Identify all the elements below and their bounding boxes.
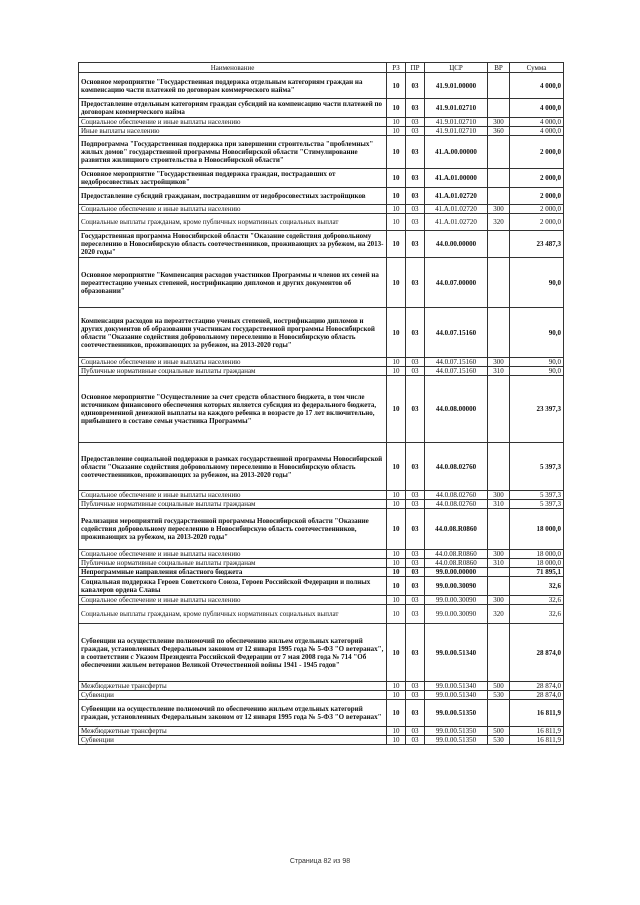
table-row — [79, 550, 564, 559]
cell-pr: 03 — [406, 188, 425, 205]
cell-rz: 10 — [387, 691, 406, 700]
cell-sum: 18 000,0 — [510, 509, 564, 550]
cell-rz: 10 — [387, 727, 406, 736]
cell-rz: 10 — [387, 624, 406, 682]
cell-csr: 44.0.08.02760 — [425, 443, 488, 491]
cell-rz: 10 — [387, 509, 406, 550]
cell-csr: 99.0.00.51340 — [425, 682, 488, 691]
cell-sum: 90,0 — [510, 367, 564, 376]
cell-pr: 03 — [406, 258, 425, 308]
cell-name: Социальные выплаты гражданам, кроме публичных нормативных социальных выплат — [79, 214, 387, 231]
cell-vr — [488, 700, 510, 727]
cell-name: Субвенции на осуществление полномочий по обеспечению жильем отдельных категорий граждан, установленных Федеральным законом от 12 января 1995 года № 5-ФЗ "О ветеранах", в соответствии с Указом Президента Российской Федерации от 7 мая 2008 года № 714 "Об обеспечении жильем ветеранов Великой Отечественной войны 1941 - 1945 годов" — [79, 624, 387, 682]
cell-rz: 10 — [387, 577, 406, 596]
cell-vr — [488, 568, 510, 577]
cell-rz: 10 — [387, 73, 406, 99]
cell-vr: 300 — [488, 596, 510, 605]
cell-sum: 18 000,0 — [510, 550, 564, 559]
table-row — [79, 577, 564, 596]
cell-name: Публичные нормативные социальные выплаты гражданам — [79, 367, 387, 376]
cell-name: Субвенции — [79, 736, 387, 745]
cell-vr — [488, 624, 510, 682]
cell-rz: 10 — [387, 500, 406, 509]
cell-vr — [488, 443, 510, 491]
table-row — [79, 509, 564, 550]
cell-rz: 10 — [387, 550, 406, 559]
cell-vr: 300 — [488, 550, 510, 559]
cell-pr: 03 — [406, 550, 425, 559]
cell-sum: 90,0 — [510, 358, 564, 367]
cell-sum: 18 000,0 — [510, 559, 564, 568]
cell-vr: 300 — [488, 358, 510, 367]
cell-pr: 03 — [406, 559, 425, 568]
cell-rz: 10 — [387, 559, 406, 568]
budget-table — [78, 62, 564, 745]
cell-rz: 10 — [387, 136, 406, 169]
page-number: Страница 82 из 98 — [289, 858, 351, 865]
cell-sum: 16 811,9 — [510, 736, 564, 745]
table-row — [79, 258, 564, 308]
cell-pr: 03 — [406, 231, 425, 258]
table-row — [79, 127, 564, 136]
table-row — [79, 358, 564, 367]
cell-rz: 10 — [387, 118, 406, 127]
table-row — [79, 682, 564, 691]
table-row — [79, 700, 564, 727]
cell-vr: 300 — [488, 491, 510, 500]
cell-csr: 41.9.01.02710 — [425, 127, 488, 136]
cell-vr — [488, 136, 510, 169]
cell-name: Иные выплаты населению — [79, 127, 387, 136]
cell-vr — [488, 99, 510, 118]
cell-name: Субвенции — [79, 691, 387, 700]
cell-sum: 28 874,0 — [510, 682, 564, 691]
cell-pr: 03 — [406, 358, 425, 367]
cell-pr: 03 — [406, 169, 425, 188]
cell-rz: 10 — [387, 568, 406, 577]
cell-vr — [488, 73, 510, 99]
cell-pr: 03 — [406, 127, 425, 136]
cell-pr: 03 — [406, 568, 425, 577]
cell-csr: 41.А.01.02720 — [425, 188, 488, 205]
table-row — [79, 736, 564, 745]
cell-csr: 44.0.08.00000 — [425, 376, 488, 443]
cell-vr: 360 — [488, 127, 510, 136]
cell-csr: 44.0.00.00000 — [425, 231, 488, 258]
cell-csr: 41.А.01.02720 — [425, 214, 488, 231]
cell-rz: 10 — [387, 99, 406, 118]
cell-vr: 500 — [488, 727, 510, 736]
cell-vr: 310 — [488, 367, 510, 376]
cell-name: Основное мероприятие "Государственная поддержка отдельным категориям граждан на компенсацию части платежей по договорам коммерческого найма" — [79, 73, 387, 99]
column-header-pr: ПР — [406, 63, 425, 73]
cell-sum: 4 000,0 — [510, 99, 564, 118]
cell-pr: 03 — [406, 367, 425, 376]
cell-name: Публичные нормативные социальные выплаты гражданам — [79, 500, 387, 509]
cell-pr: 03 — [406, 308, 425, 358]
cell-pr: 03 — [406, 727, 425, 736]
table-row — [79, 491, 564, 500]
cell-sum: 5 397,3 — [510, 500, 564, 509]
cell-sum: 32,6 — [510, 596, 564, 605]
cell-rz: 10 — [387, 376, 406, 443]
cell-rz: 10 — [387, 308, 406, 358]
table-row — [79, 308, 564, 358]
cell-sum: 2 000,0 — [510, 205, 564, 214]
cell-csr: 41.А.01.02720 — [425, 205, 488, 214]
table-row — [79, 169, 564, 188]
table-row — [79, 136, 564, 169]
cell-name: Социальное обеспечение и иные выплаты населению — [79, 205, 387, 214]
table-body — [79, 73, 564, 745]
table-row — [79, 214, 564, 231]
cell-csr: 41.9.01.00000 — [425, 73, 488, 99]
cell-rz: 10 — [387, 605, 406, 624]
cell-rz: 10 — [387, 205, 406, 214]
cell-name: Межбюджетные трансферты — [79, 727, 387, 736]
cell-csr: 44.0.08.R0860 — [425, 550, 488, 559]
cell-pr: 03 — [406, 376, 425, 443]
table-row — [79, 624, 564, 682]
cell-csr: 99.0.00.00000 — [425, 568, 488, 577]
table-row — [79, 188, 564, 205]
cell-csr: 99.0.00.51350 — [425, 727, 488, 736]
cell-csr: 99.0.00.30090 — [425, 577, 488, 596]
cell-name: Непрограммные направления областного бюджета — [79, 568, 387, 577]
cell-name: Предоставление субсидий гражданам, пострадавшим от недобросовестных застройщиков — [79, 188, 387, 205]
cell-csr: 44.0.08.02760 — [425, 500, 488, 509]
cell-vr: 500 — [488, 682, 510, 691]
cell-pr: 03 — [406, 118, 425, 127]
cell-rz: 10 — [387, 127, 406, 136]
cell-rz: 10 — [387, 169, 406, 188]
cell-rz: 10 — [387, 443, 406, 491]
cell-pr: 03 — [406, 214, 425, 231]
cell-csr: 99.0.00.51340 — [425, 691, 488, 700]
cell-vr: 310 — [488, 559, 510, 568]
cell-csr: 44.0.07.15160 — [425, 367, 488, 376]
cell-pr: 03 — [406, 136, 425, 169]
column-header-rz: РЗ — [387, 63, 406, 73]
cell-name: Социальные выплаты гражданам, кроме публичных нормативных социальных выплат — [79, 605, 387, 624]
cell-sum: 71 895,1 — [510, 568, 564, 577]
cell-pr: 03 — [406, 624, 425, 682]
cell-vr — [488, 308, 510, 358]
column-header-name: Наименование — [79, 63, 387, 73]
cell-sum: 4 000,0 — [510, 127, 564, 136]
cell-sum: 5 397,3 — [510, 491, 564, 500]
cell-vr: 320 — [488, 605, 510, 624]
cell-name: Социальное обеспечение и иные выплаты населению — [79, 491, 387, 500]
cell-pr: 03 — [406, 443, 425, 491]
cell-name: Межбюджетные трансферты — [79, 682, 387, 691]
cell-sum: 16 811,9 — [510, 727, 564, 736]
cell-sum: 32,6 — [510, 577, 564, 596]
cell-csr: 44.0.07.00000 — [425, 258, 488, 308]
table-row — [79, 376, 564, 443]
cell-pr: 03 — [406, 577, 425, 596]
column-header-sum: Сумма — [510, 63, 564, 73]
cell-vr: 530 — [488, 736, 510, 745]
cell-csr: 44.0.07.15160 — [425, 308, 488, 358]
table-row — [79, 500, 564, 509]
cell-vr: 300 — [488, 205, 510, 214]
cell-name: Реализация мероприятий государственной программы Новосибирской области "Оказание содействия добровольному переселению в Новосибирскую область соотечественников, проживающих за рубежом, на 2013-2020 годы" — [79, 509, 387, 550]
cell-name: Субвенции на осуществление полномочий по обеспечению жильем отдельных категорий граждан, установленных Федеральным законом от 12 января 1995 года № 5-ФЗ "О ветеранах" — [79, 700, 387, 727]
cell-name: Основное мероприятие "Осуществление за счет средств областного бюджета, в том числе источником финансового обеспечения которых является субсидия из федерального бюджета, единовременной денежной выплаты на каждого ребенка в возрасте до 17 лет включительно, прибывшего в составе семьи участника Программы" — [79, 376, 387, 443]
cell-name: Социальное обеспечение и иные выплаты населению — [79, 118, 387, 127]
cell-name: Социальное обеспечение и иные выплаты населению — [79, 596, 387, 605]
cell-vr — [488, 169, 510, 188]
cell-pr: 03 — [406, 691, 425, 700]
cell-rz: 10 — [387, 700, 406, 727]
cell-pr: 03 — [406, 682, 425, 691]
cell-name: Основное мероприятие "Государственная поддержка граждан, пострадавших от недобросовестных застройщиков" — [79, 169, 387, 188]
cell-vr — [488, 188, 510, 205]
cell-csr: 44.0.08.R0860 — [425, 559, 488, 568]
cell-rz: 10 — [387, 258, 406, 308]
cell-pr: 03 — [406, 509, 425, 550]
cell-rz: 10 — [387, 491, 406, 500]
cell-name: Социальная поддержка Героев Советского Союза, Героев Российской Федерации и полных кавалеров ордена Славы — [79, 577, 387, 596]
cell-rz: 10 — [387, 596, 406, 605]
cell-rz: 10 — [387, 736, 406, 745]
cell-csr: 41.9.01.02710 — [425, 118, 488, 127]
cell-pr: 03 — [406, 73, 425, 99]
table-header-row — [79, 63, 564, 73]
cell-pr: 03 — [406, 596, 425, 605]
cell-rz: 10 — [387, 367, 406, 376]
cell-pr: 03 — [406, 205, 425, 214]
cell-vr: 300 — [488, 118, 510, 127]
cell-csr: 41.А.00.00000 — [425, 136, 488, 169]
column-header-csr: ЦСР — [425, 63, 488, 73]
cell-sum: 90,0 — [510, 308, 564, 358]
cell-rz: 10 — [387, 214, 406, 231]
cell-rz: 10 — [387, 682, 406, 691]
table-row — [79, 367, 564, 376]
cell-name: Компенсация расходов на переаттестацию ученых степеней, нострификацию дипломов и других документов об образовании участникам государственной программы Новосибирской области "Оказание содействия добровольному переселению в Новосибирскую область соотечественников, проживающих за рубежом, на 2013-2020 годы" — [79, 308, 387, 358]
cell-sum: 90,0 — [510, 258, 564, 308]
column-header-vr: ВР — [488, 63, 510, 73]
cell-name: Предоставление социальной поддержки в рамках государственной программы Новосибирской области "Оказание содействия добровольному переселению в Новосибирскую область соотечественников, проживающих за рубежом, на 2013-2020 годы" — [79, 443, 387, 491]
cell-sum: 2 000,0 — [510, 214, 564, 231]
cell-vr — [488, 577, 510, 596]
cell-vr — [488, 509, 510, 550]
cell-sum: 28 874,0 — [510, 691, 564, 700]
cell-sum: 16 811,9 — [510, 700, 564, 727]
cell-name: Публичные нормативные социальные выплаты гражданам — [79, 559, 387, 568]
table-row — [79, 596, 564, 605]
cell-csr: 99.0.00.51350 — [425, 736, 488, 745]
table-row — [79, 231, 564, 258]
cell-csr: 41.9.01.02710 — [425, 99, 488, 118]
cell-name: Социальное обеспечение и иные выплаты населению — [79, 550, 387, 559]
table-row — [79, 99, 564, 118]
table-row — [79, 205, 564, 214]
cell-name: Подпрограмма "Государственная поддержка при завершении строительства "проблемных" жилых домов" государственной программы Новосибирской области "Стимулирование развития жилищного строительства в Новосибирской области" — [79, 136, 387, 169]
cell-pr: 03 — [406, 700, 425, 727]
table-row — [79, 443, 564, 491]
cell-vr — [488, 231, 510, 258]
cell-rz: 10 — [387, 358, 406, 367]
cell-sum: 23 487,3 — [510, 231, 564, 258]
cell-sum: 2 000,0 — [510, 188, 564, 205]
cell-name: Государственная программа Новосибирской области "Оказание содействия добровольному переселению в Новосибирскую область соотечественников, проживающих за рубежом, на 2013-2020 годы" — [79, 231, 387, 258]
table-row — [79, 118, 564, 127]
cell-pr: 03 — [406, 491, 425, 500]
cell-csr: 99.0.00.51340 — [425, 624, 488, 682]
cell-csr: 99.0.00.51350 — [425, 700, 488, 727]
table-row — [79, 568, 564, 577]
table-row — [79, 73, 564, 99]
cell-name: Социальное обеспечение и иные выплаты населению — [79, 358, 387, 367]
cell-vr: 530 — [488, 691, 510, 700]
cell-sum: 23 397,3 — [510, 376, 564, 443]
cell-vr: 310 — [488, 500, 510, 509]
cell-rz: 10 — [387, 231, 406, 258]
cell-sum: 5 397,3 — [510, 443, 564, 491]
cell-pr: 03 — [406, 605, 425, 624]
cell-csr: 44.0.08.02760 — [425, 491, 488, 500]
cell-csr: 99.0.00.30090 — [425, 596, 488, 605]
cell-csr: 99.0.00.30090 — [425, 605, 488, 624]
cell-vr — [488, 376, 510, 443]
table-row — [79, 691, 564, 700]
cell-vr: 320 — [488, 214, 510, 231]
cell-vr — [488, 258, 510, 308]
cell-rz: 10 — [387, 188, 406, 205]
cell-sum: 2 000,0 — [510, 169, 564, 188]
cell-csr: 44.0.07.15160 — [425, 358, 488, 367]
cell-pr: 03 — [406, 99, 425, 118]
cell-pr: 03 — [406, 736, 425, 745]
cell-sum: 4 000,0 — [510, 118, 564, 127]
cell-pr: 03 — [406, 500, 425, 509]
table-row — [79, 559, 564, 568]
cell-name: Основное мероприятие "Компенсация расходов участников Программы и членов их семей на переаттестацию ученых степеней, нострификацию дипломов и других документов об образовании" — [79, 258, 387, 308]
cell-csr: 44.0.08.R0860 — [425, 509, 488, 550]
cell-sum: 32,6 — [510, 605, 564, 624]
cell-sum: 4 000,0 — [510, 73, 564, 99]
cell-sum: 28 874,0 — [510, 624, 564, 682]
table-row — [79, 727, 564, 736]
table-row — [79, 605, 564, 624]
cell-csr: 41.А.01.00000 — [425, 169, 488, 188]
cell-sum: 2 000,0 — [510, 136, 564, 169]
cell-name: Предоставление отдельным категориям граждан субсидий на компенсацию части платежей по договорам коммерческого найма — [79, 99, 387, 118]
